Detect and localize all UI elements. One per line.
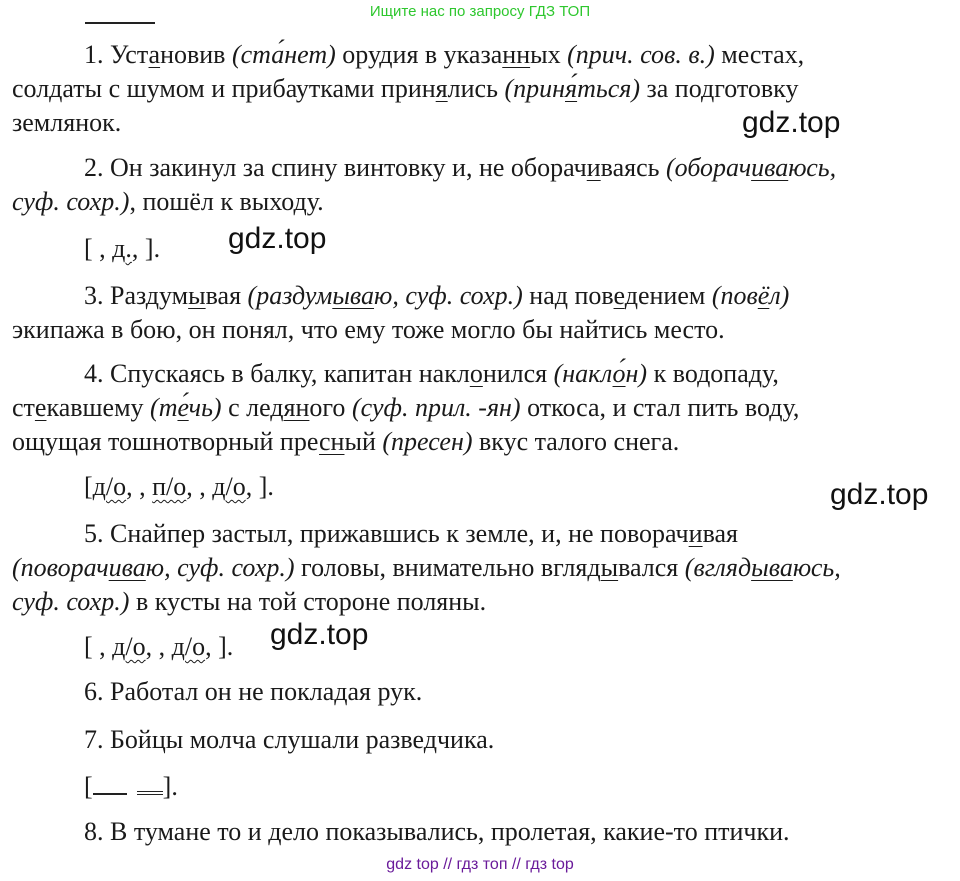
sentence-1-line-1: 1. Установив (ста́нет) орудия в указанных (прич. сов. в.) местах, <box>84 40 805 69</box>
sentence-4 <box>12 357 942 459</box>
sentence-6-text: 6. Работал он не покладая рук. <box>84 677 423 706</box>
scheme-5: [ , д/о, , д/о, ]. <box>84 632 234 661</box>
sentence-4-line-2: стекавшему (те́чь) с ледяного (суф. прил. -ян) откоса, и стал пить воду, <box>12 393 800 422</box>
sentence-8 <box>12 815 942 849</box>
sentence-6 <box>12 675 942 709</box>
sentence-5 <box>12 517 942 619</box>
sentence-3 <box>12 279 942 347</box>
sentence-5-line-3: суф. сохр.) в кусты на той стороне поляны. <box>12 587 487 616</box>
watermark: gdz.top <box>830 478 929 511</box>
predicate-mark <box>137 781 163 795</box>
search-banner[interactable]: Ищите нас по запросу ГДЗ ТОП <box>369 3 591 20</box>
watermark: gdz.top <box>228 222 327 255</box>
watermark: gdz.top <box>742 106 841 139</box>
subject-mark <box>93 781 127 795</box>
footer-links[interactable]: gdz top // гдз топ // гдз top <box>386 856 574 873</box>
sentence-5-line-1: 5. Снайпер застыл, прижавшись к земле, и, не поворачивая <box>84 519 738 548</box>
sentence-7-text: 7. Бойцы молча слушали разведчика. <box>84 725 495 754</box>
scheme-7: [ ]. <box>84 772 178 801</box>
sentence-1-line-3: землянок. <box>12 108 122 137</box>
sentence-2-line-1: 2. Он закинул за спину винтовку и, не оборачиваясь (оборачиваюсь, <box>84 153 837 182</box>
sentence-2-line-2: суф. сохр.), пошёл к выходу. <box>12 187 324 216</box>
sentence-3-line-1: 3. Раздумывая (раздумываю, суф. сохр.) над поведением (повёл) <box>84 281 790 310</box>
top-rule <box>85 22 155 24</box>
sentence-3-line-2: экипажа в бою, он понял, что ему тоже могло бы найтись место. <box>12 315 725 344</box>
sentence-4-line-1: 4. Спускаясь в балку, капитан наклонился (накло́н) к водопаду, <box>84 359 779 388</box>
sentence-7 <box>12 723 942 757</box>
sentence-2 <box>12 151 942 219</box>
sentence-1-line-2: солдаты с шумом и прибаутками принялись (приня́ться) за подготовку <box>12 74 799 103</box>
watermark: gdz.top <box>270 618 369 651</box>
sentence-4-line-3: ощущая тошнотворный пресный (пресен) вкус талого снега. <box>12 427 680 456</box>
sentence-8-text: 8. В тумане то и дело показывались, пролетая, какие-то птички. <box>84 817 790 846</box>
scheme-4: [д/о, , п/о, , д/о, ]. <box>84 472 274 501</box>
sentence-5-line-2: (поворачиваю, суф. сохр.) головы, внимательно вглядывался (вглядываюсь, <box>12 553 841 582</box>
scheme-2: [ , д., ]. <box>84 234 161 263</box>
